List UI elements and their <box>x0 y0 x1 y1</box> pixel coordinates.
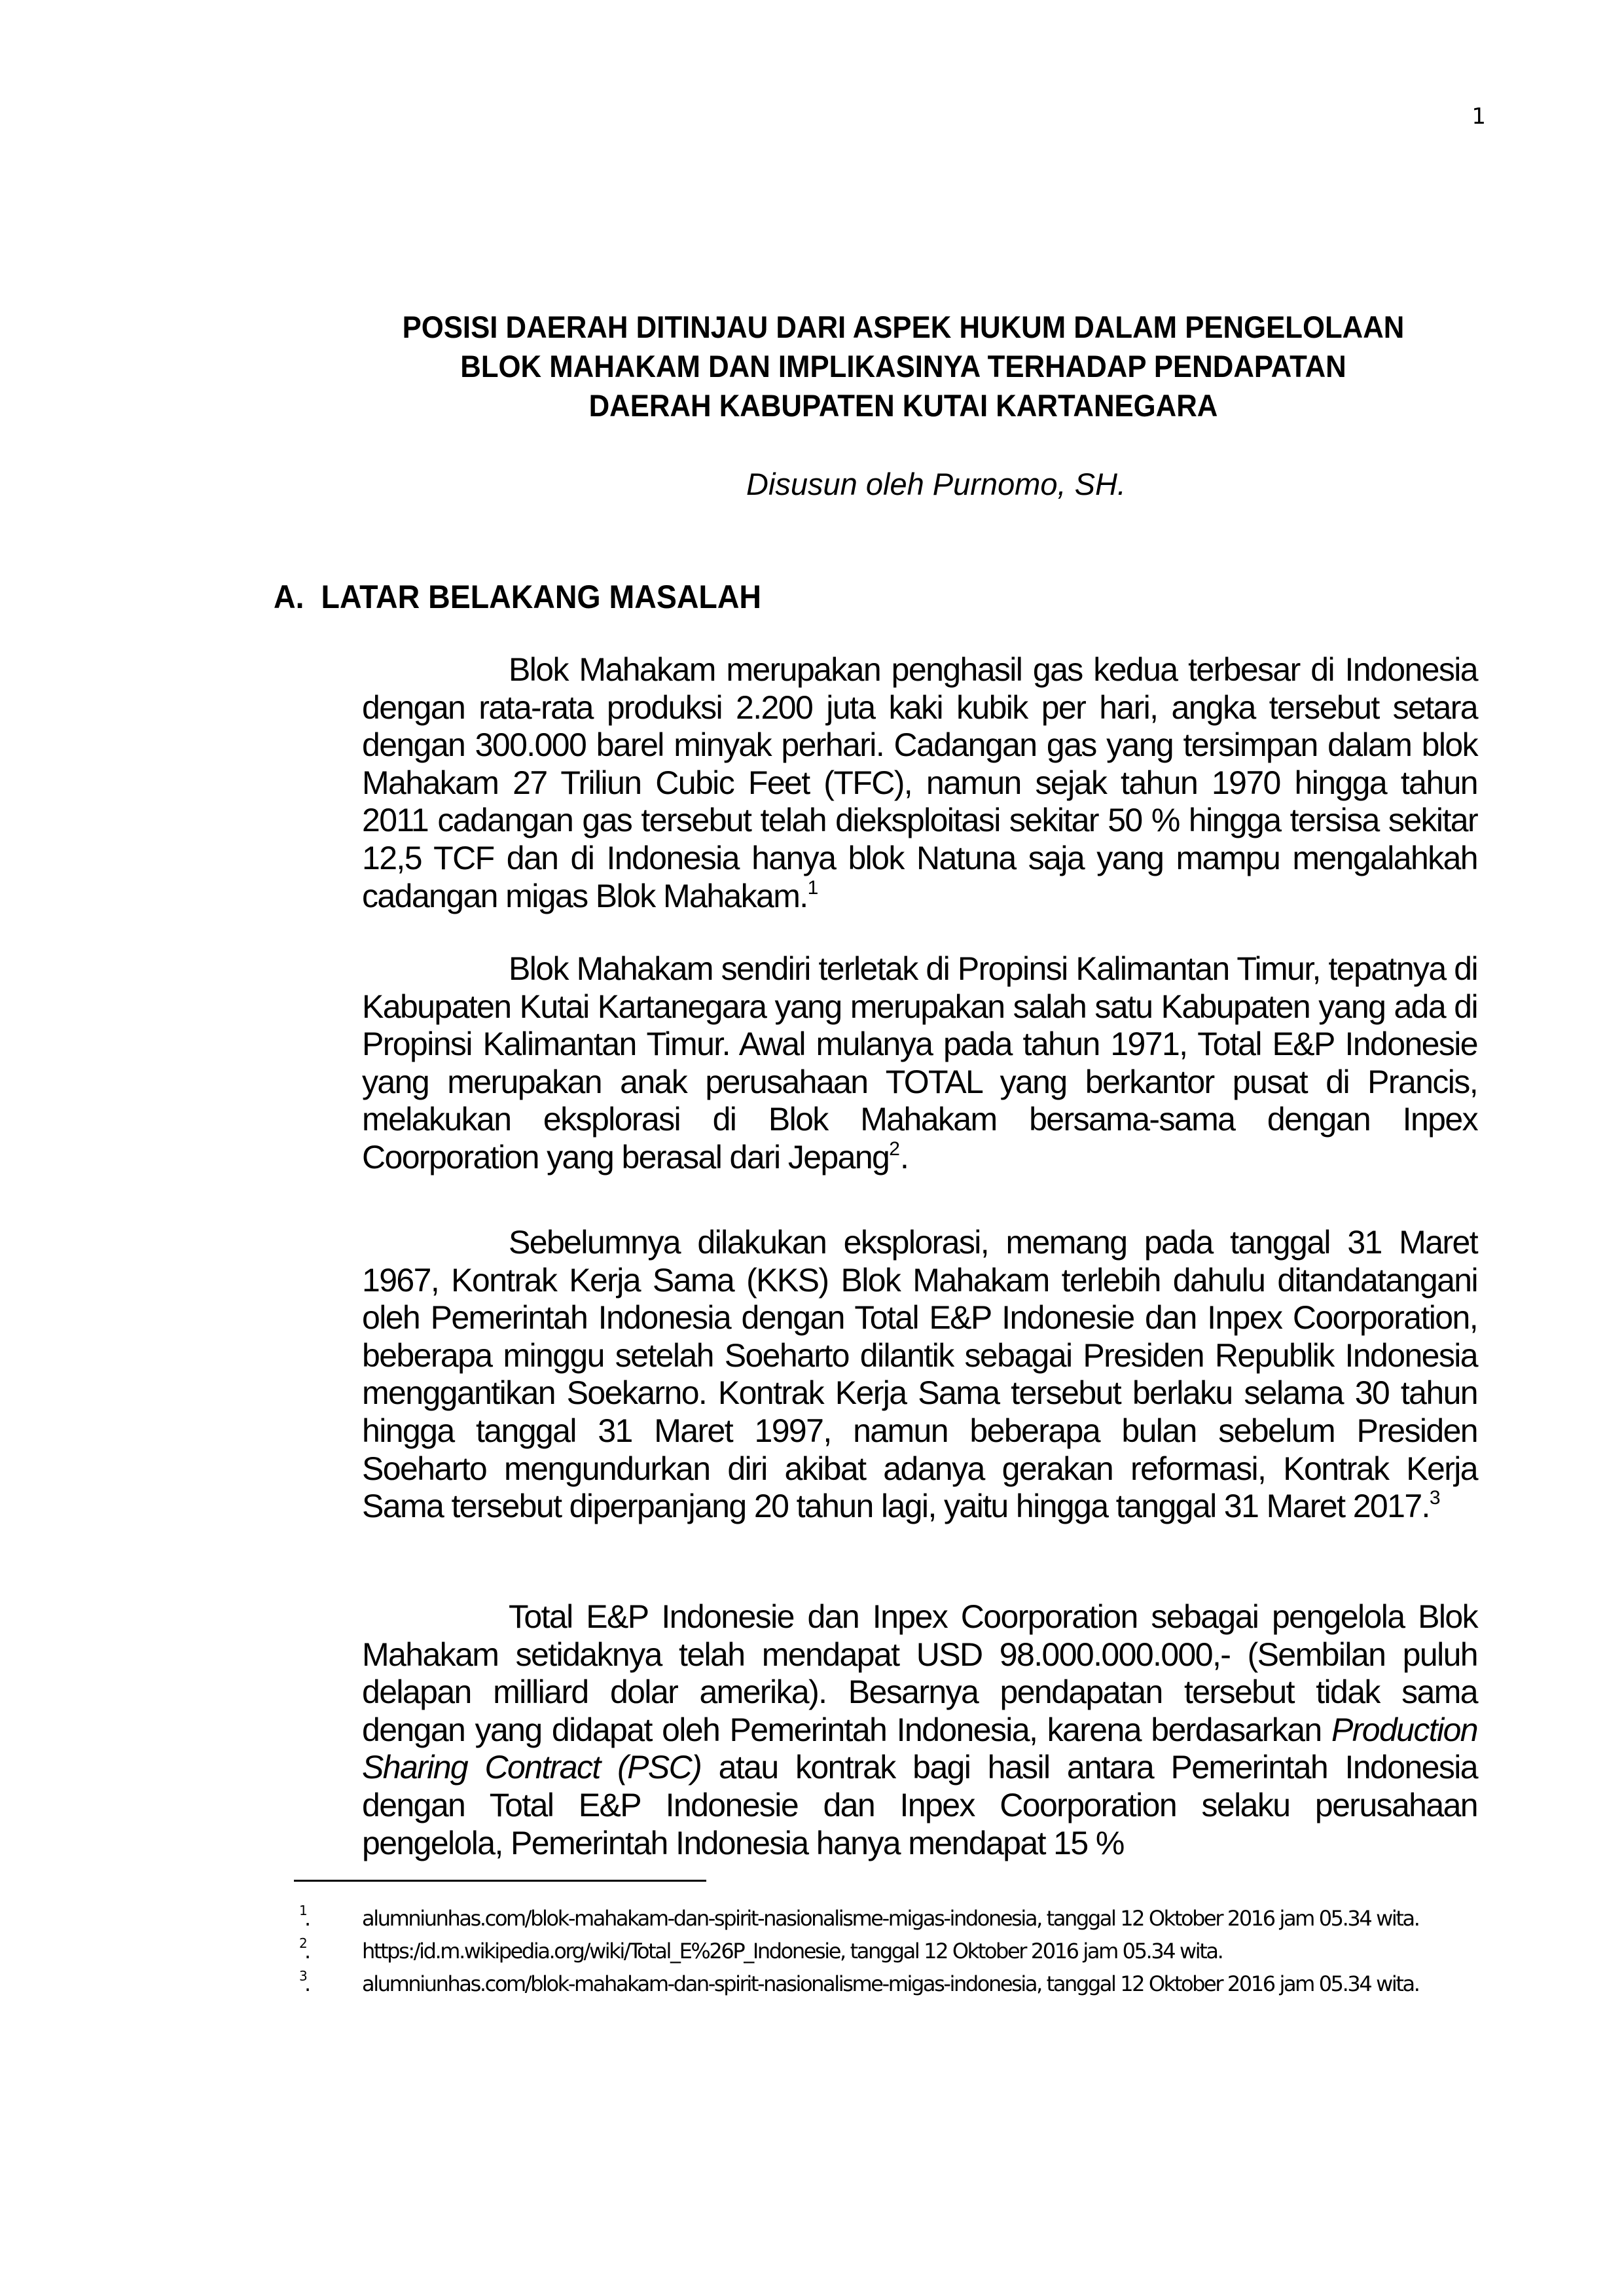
title-line: BLOK MAHAKAM DAN IMPLIKASINYA TERHADAP PENDAPATAN <box>460 349 1346 384</box>
page-number: 1 <box>1471 103 1486 130</box>
footnote <box>294 1967 1479 2000</box>
footnotes <box>294 1902 1479 2000</box>
author-line: Disusun oleh Purnomo, SH. <box>746 467 1126 501</box>
paragraph-text: Total E&P Indonesie dan Inpex Coorporation sebagai pengelola Blok Mahakam setidaknya telah mendapat USD 98.000.000.000,- (Sembilan puluh delapan milliard dolar amerika). Besarnya pendapatan tersebut tidak sama dengan yang didapat oleh Pemerintah Indonesia, karena berdasarkan <box>362 1598 1477 1748</box>
title-line: DAERAH KABUPATEN KUTAI KARTANEGARA <box>588 388 1218 423</box>
paragraph <box>362 651 1477 915</box>
footnote-marker: 2 . <box>294 1935 362 1967</box>
paragraph-text: atau kontrak bagi hasil antara Pemerintah Indonesia dengan Total E&P Indonesie dan Inpex Coorporation selaku perusahaan pengelola, Pemerintah Indonesia hanya mendapat 15 % <box>362 1749 1477 1861</box>
footnote-text[interactable]: https:/id.m.wikipedia.org/wiki/Total_E%26P_Indonesie, tanggal 12 Oktober 2016 jam 05.34 wita. <box>362 1939 1223 1964</box>
footnote-separator <box>294 1880 706 1882</box>
footnote-marker: 1 . <box>294 1902 362 1935</box>
footnote-reference[interactable]: 1 <box>807 876 819 899</box>
footnote-number: 2 <box>299 1935 306 1951</box>
document-title <box>331 308 1475 425</box>
paragraph-text: Blok Mahakam sendiri terletak di Propinsi Kalimantan Timur, tepatnya di Kabupaten Kutai Kartanegara yang merupakan salah satu Kabupaten yang ada di Propinsi Kalimantan Timur. Awal mulanya pada tahun 1971, Total E&P Indonesie yang merupakan anak perusahaan TOTAL yang berkantor pusat di Prancis, melakukan eksplorasi di Blok Mahakam bersama-sama dengan Inpex Coorporation yang berasal dari Jepang <box>362 950 1477 1175</box>
paragraph-italic-term: Production Sharing Contract (PSC) <box>362 1711 1477 1786</box>
footnote-number: 3 <box>299 1968 306 1984</box>
footnote <box>294 1902 1479 1935</box>
paragraph <box>362 950 1477 1177</box>
section-heading <box>274 577 761 617</box>
section-number: A. <box>274 579 304 615</box>
footnote-reference[interactable]: 3 <box>1429 1487 1441 1509</box>
footnote-reference[interactable]: 2 <box>889 1138 900 1160</box>
footnote-text[interactable]: alumniunhas.com/blok-mahakam-dan-spirit-nasionalisme-migas-indonesia, tanggal 12 Oktober 2016 jam 05.34 wita. <box>362 1971 1419 1996</box>
footnote-text[interactable]: alumniunhas.com/blok-mahakam-dan-spirit-nasionalisme-migas-indonesia, tanggal 12 Oktober 2016 jam 05.34 wita. <box>362 1906 1419 1931</box>
section-heading-text: LATAR BELAKANG MASALAH <box>321 579 762 615</box>
title-line: POSISI DAERAH DITINJAU DARI ASPEK HUKUM DALAM PENGELOLAAN <box>402 310 1405 344</box>
paragraph <box>362 1224 1477 1526</box>
footnote-marker: 3 . <box>294 1967 362 2000</box>
paragraph-text-tail: . <box>899 1138 909 1175</box>
footnote-number: 1 <box>299 1903 306 1918</box>
paragraph <box>362 1598 1477 1862</box>
footnote <box>294 1935 1479 1967</box>
paragraph-text: Blok Mahakam merupakan penghasil gas kedua terbesar di Indonesia dengan rata-rata produksi 2.200 juta kaki kubik per hari, angka tersebut setara dengan 300.000 barel minyak perhari. Cadangan gas yang tersimpan dalam blok Mahakam 27 Triliun Cubic Feet (TFC), namun sejak tahun 1970 hingga tahun 2011 cadangan gas tersebut telah dieksploitasi sekitar 50 % hingga tersisa sekitar 12,5 TCF dan di Indonesia hanya blok Natuna saja yang mampu mengalahkah cadangan migas Blok Mahakam. <box>362 651 1477 914</box>
paragraph-text: Sebelumnya dilakukan eksplorasi, memang pada tanggal 31 Maret 1967, Kontrak Kerja Sama (KKS) Blok Mahakam terlebih dahulu ditandatangani oleh Pemerintah Indonesia dengan Total E&P Indonesie dan Inpex Coorporation, beberapa minggu setelah Soeharto dilantik sebagai Presiden Republik Indonesia menggantikan Soekarno. Kontrak Kerja Sama tersebut berlaku selama 30 tahun hingga tanggal 31 Maret 1997, namun beberapa bulan sebelum Presiden Soeharto mengundurkan diri akibat adanya gerakan reformasi, Kontrak Kerja Sama tersebut diperpanjang 20 tahun lagi, yaitu hingga tanggal 31 Maret 2017. <box>362 1224 1477 1525</box>
